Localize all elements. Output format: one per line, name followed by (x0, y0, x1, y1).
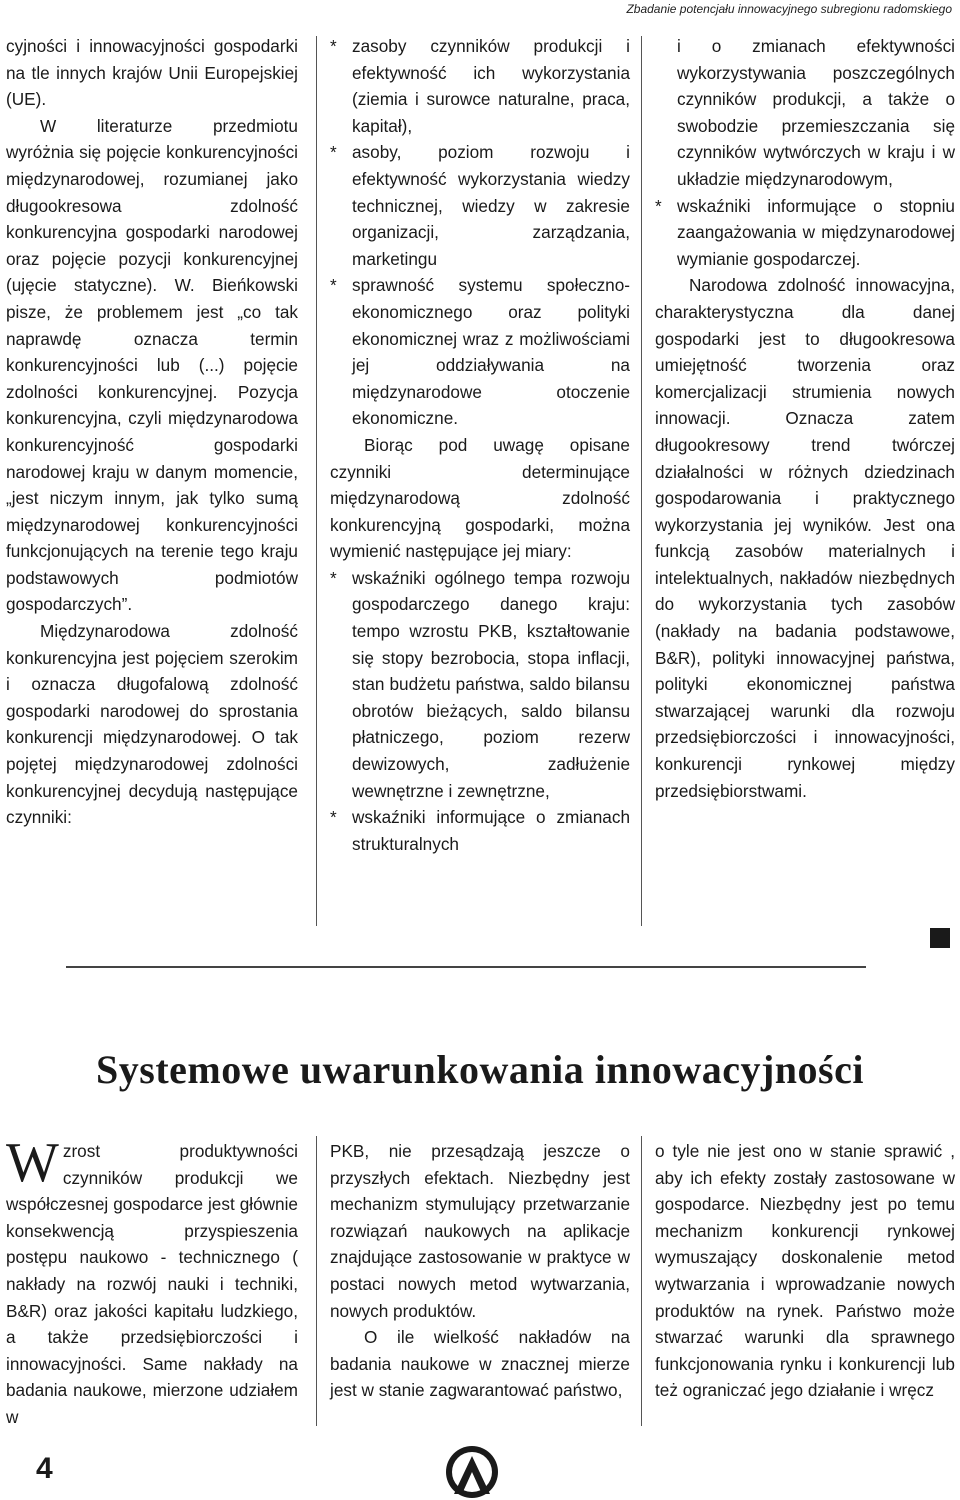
paragraph: W literaturze przedmiotu wyróżnia się pojęcie konkurencyjności międzynarodowej, rozumianej jako długookresowa zdolność konkurencyjna gospodarki narodowej oraz pojęcie pozycji konkurencyjnej (ujęcie statyczne). W. Bieńkowski pisze, że problemem jest „co tak naprawdę oznacza termin konkurencyjności lub (...) pojęcie zdolności konkurencyjnej. Pozycja konkurencyjna, czyli międzynarodowa konkurencyjność gospodarki narodowej kraju w danym momencie, „jest niczym innym, jak tylko sumą międzynarodowej konkurencyjności funkcjonujących na terenie tego kraju podstawowych podmiotów gospodarczych”. (6, 115, 298, 615)
list-item-text: sprawność systemu społeczno-ekonomicznego oraz polityki ekonomicznej wraz z możliwościami jej oddziaływania na międzynarodowe otoczenie ekonomiczne. (352, 275, 630, 429)
paragraph: PKB, nie przesądzają jeszcze o przyszłych efektach. Niezbędny jest mechanizm stymulujący przetwarzanie rozwiązań naukowych na aplikacje znajdujące zastosowanie w praktyce w postaci nowych metod wytwarzania, nowych produktów. (330, 1141, 630, 1321)
column-divider (316, 1136, 317, 1426)
bullet-mark: * (655, 195, 662, 216)
paragraph: Narodowa zdolność innowacyjna, charakterystyczna dla danej gospodarki jest to długookresowa umiejętność tworzenia oraz komercjalizacji strumienia nowych innowacji. Oznacza zatem długookresowy trend twórczej działalności w różnych dziedzinach gospodarowania i praktycznego wykorzystania jej wyników. Jest ona funkcją zasobów materialnych i intelektualnych, nakładów niezbędnych do wykorzystania tych zasobów (nakłady na badania podstawowe, B&R), polityki innowacyjnej państwa, polityki ekonomicznej państwa stwarzającej warunki dla rozwoju przedsiębiorczości i innowacyjności, konkurencji rynkowej między przedsiębiorstwami. (655, 275, 955, 801)
paragraph: O ile wielkość nakładów na badania naukowe w znacznej mierze jest w stanie zagwarantować państwo, (330, 1327, 630, 1401)
list-item-text: wskaźniki ogólnego tempa rozwoju gospodarczego danego kraju: tempo wzrostu PKB, kształtowanie się stopy bezrobocia, stopa inflacji, stan budżetu państwa, saldo bilansu obrotów bieżących, saldo bilansu płatniczego, poziom rezerw dewizowych, zadłużenie wewnętrzne i zewnętrzne, (352, 567, 630, 801)
bullet-mark: * (330, 275, 337, 296)
bullet-mark: * (330, 142, 337, 163)
section-title: Systemowe uwarunkowania innowacyjności (96, 1047, 864, 1092)
paragraph: Międzynarodowa zdolność konkurencyjna jest pojęciem szerokim i oznacza długofalową zdolność gospodarki narodowej do sprostania konkurencji międzynarodowej. O tak pojętej międzynarodowej zdolności konkurencyjnej decydują następujące czynniki: (6, 621, 298, 828)
column-divider (316, 36, 317, 926)
list-item (655, 193, 955, 273)
running-header: Zbadanie potencjału innowacyjnego subregionu radomskiego (626, 2, 952, 16)
column-2 (330, 33, 630, 857)
column-1 (6, 33, 298, 831)
bullet-mark: * (330, 807, 337, 828)
list-item-text: asoby, poziom rozwoju i efektywność wykorzystania wiedzy technicznej, wiedzy w zakresie organizacji, zarządzania, marketingu (352, 142, 630, 269)
horizontal-divider (66, 966, 866, 968)
list-item (330, 33, 630, 139)
paragraph: i o zmianach efektywności wykorzystywania poszczególnych czynników produkcji, a także o swobodzie przemieszczania się czynników wytwórczych w kraju i w układzie międzynarodowym, (677, 36, 955, 189)
list-item (330, 139, 630, 272)
publisher-logo-icon (444, 1444, 500, 1500)
paragraph-text: zrost produktywności czynników produkcji we współczesnej gospodarce jest głównie konsekwencją przyspieszenia postępu naukowo - technicznego ( nakłady na rozwój nauki i techniki, B&R) oraz jakości kapitału ludzkiego, a także przedsiębiorczości i innowacyjności. Same nakłady na badania naukowe, mierzone udziałem w (6, 1141, 298, 1427)
drop-cap: W (6, 1132, 59, 1194)
column-divider (641, 1136, 642, 1426)
paragraph (6, 1132, 298, 1431)
bullet-mark: * (330, 36, 337, 56)
end-of-article-icon (930, 928, 950, 948)
column-divider (641, 36, 642, 926)
list-item-text: wskaźniki informujące o stopniu zaangażowania w międzynarodowej wymianie gospodarczej. (677, 195, 955, 269)
list-item (330, 272, 630, 432)
bottom-column-3 (655, 1138, 955, 1404)
paragraph: Biorąc pod uwagę opisane czynniki determinujące międzynarodową zdolność konkurencyjną gospodarki, można wymienić następujące jej miary: (330, 434, 630, 562)
list-item-text: zasoby czynników produkcji i efektywność ich wykorzystania (ziemia i surowce naturalne, praca, kapitał), (352, 36, 630, 136)
bottom-column-2 (330, 1138, 630, 1404)
paragraph: o tyle nie jest ono w stanie sprawić , aby ich efekty zostały zastosowane w gospodarce. Niezbędny jest po temu mechanizm konkurencji rynkowej wymuszający doskonalenie metod wytwarzania i wprowadzanie nowych produktów na rynek. Państwo może stwarzać warunki dla sprawnego funkcjonowania rynku i konkurencji lub też ograniczać jego działanie i wręcz (655, 1141, 955, 1401)
paragraph: cyjności i innowacyjności gospodarki na tle innych krajów Unii Europejskiej (UE). (6, 36, 298, 110)
page-number: 4 (36, 1452, 53, 1485)
bottom-column-1 (6, 1132, 298, 1431)
list-item (330, 565, 630, 804)
column-3 (655, 33, 955, 804)
list-item-text: wskaźniki informujące o zmianach strukturalnych (352, 807, 630, 854)
bullet-mark: * (330, 567, 337, 588)
list-item (330, 804, 630, 857)
